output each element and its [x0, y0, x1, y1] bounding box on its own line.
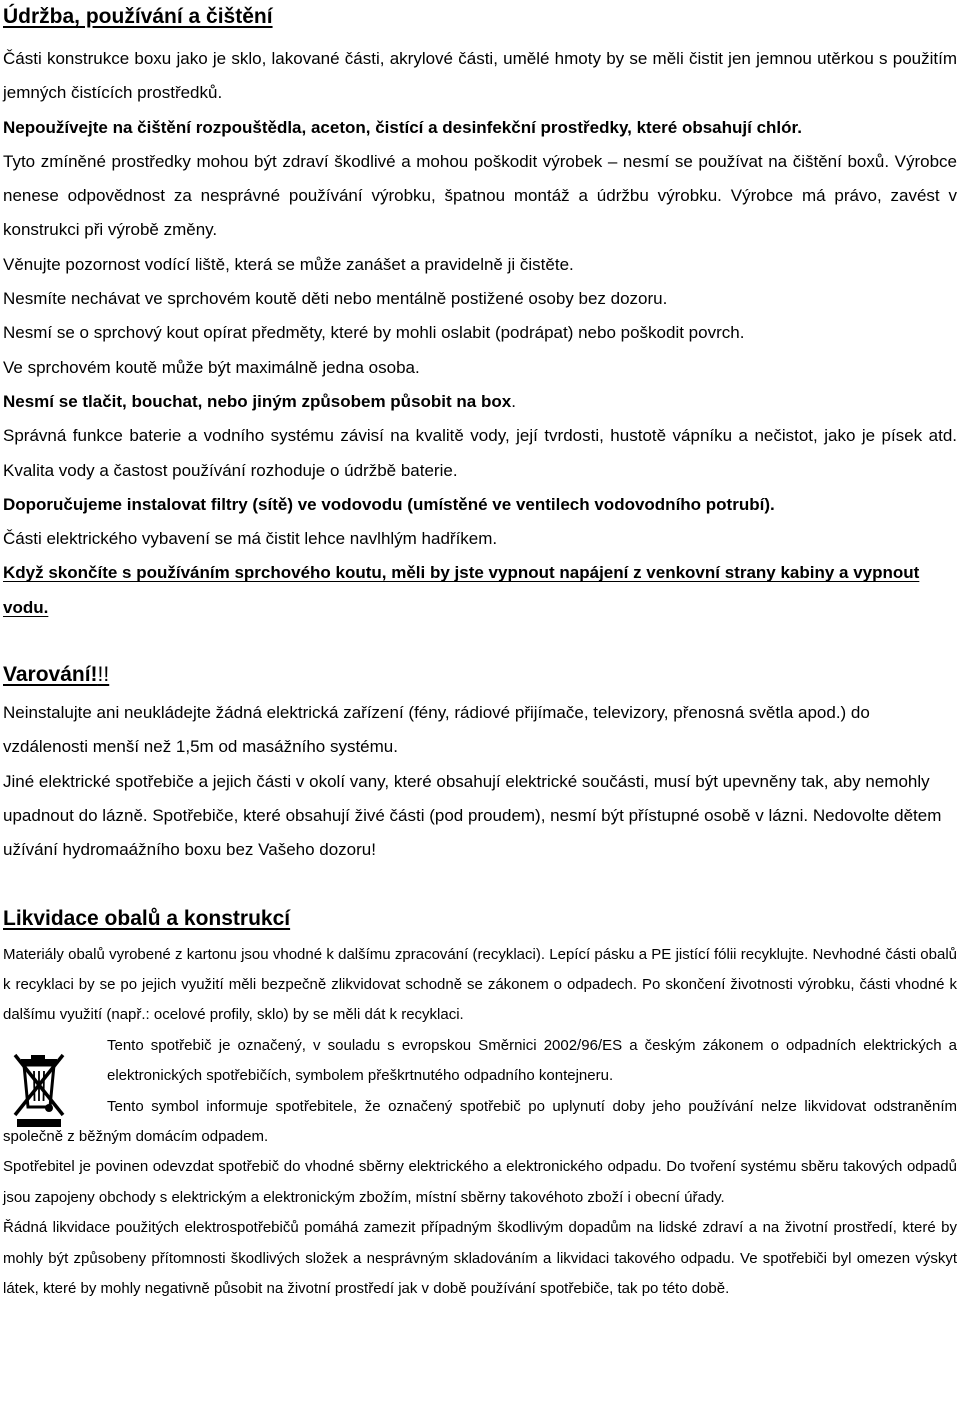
paragraph-power-off-warning: Když skončíte s používáním sprchového koutu, měli by jste vypnout napájení z venkovní strany kabiny a vypnout vodu. [3, 563, 920, 617]
paragraph-consumer-obligation: Spotřebitel je povinen odevzdat spotřebič do vhodné sběrny elektrického a elektronického odpadu. Do tvoření systému sběru takových odpadů jsou zapojeny obchody s elektrickým a elektronickým zbožím, místní sběrny takovéhoto zboží i obecní úřady. [3, 1158, 957, 1206]
paragraph-weee-directive: Tento spotřebič je označený, v souladu s evropskou Směrnici 2002/96/ES a českým zákonem o odpadních elektrických a elektronických spotřebičích, symbolem přeškrtnutého odpadního kontejneru. [107, 1036, 957, 1085]
paragraph-weee-symbol-info: Tento symbol informuje spotřebitele, že označený spotřebič po uplynutí doby jeho používání nelze likvidovat odstraněním společně z běžným domácím odpadem. [3, 1097, 957, 1145]
paragraph-filters-recommendation: Doporučujeme instalovat filtry (sítě) ve vodovodu (umístěné ve ventilech vodovodního potrubí). [3, 494, 775, 514]
paragraph-cleaning-parts: Části konstrukce boxu jako je sklo, lakované části, akrylové části, umělé hmoty by se měli čistit jen jemnou utěrkou s použitím jemných čistících prostředků. [3, 49, 957, 103]
heading-disposal: Likvidace obalů a konstrukcí [3, 906, 291, 930]
paragraph-packaging-recycling: Materiály obalů vyrobené z kartonu jsou vhodné k dalšímu zpracování (recyklaci). Lepící pásku a PE jistící fólii recyklujte. Nevhodné části obalů k recyklaci by se po jejich využití měli bezpečně zlikvidovat schodně se zákonem o odpadech. Po skončení životnosti výrobku, části vhodné k dalšímu využití (např.: ocelové profily, sklo) by se měli dát k recyklaci. [3, 945, 957, 1024]
paragraph-water-quality: Správná funkce baterie a vodního systému závisí na kvalitě vody, její tvrdosti, hustotě vápníku a nečistot, jako je písek atd. Kvalita vody a častost používání rozhoduje o údržbě baterie. [3, 426, 957, 480]
warning-title: Varování! [3, 663, 98, 687]
no-pushing-period: . [511, 391, 516, 411]
no-pushing-bold: Nesmí se tlačit, bouchat, nebo jiným způsobem působit na box [3, 391, 512, 411]
paragraph-guide-rail: Věnujte pozornost vodící liště, která se může zanášet a pravidelně ji čistěte. [3, 254, 574, 274]
paragraph-proper-disposal: Řádná likvidace použitých elektrospotřebičů pomáhá zamezit případným škodlivým dopadům na lidské zdraví a na životní prostředí, které by mohly být způsobeny přítomnosti škodlivých složek a nesprávným skladováním a likvidaci takového odpadu. Ve spotřebiči byl omezen výskyt látek, které by mohly negativně působit na životní prostředí jak v době používání spotřebiče, tak po této době. [3, 1219, 957, 1297]
paragraph-no-solvents: Nepoužívejte na čištění rozpouštědla, aceton, čistící a desinfekční prostředky, které obsahují chlór. [3, 117, 802, 137]
warning-exclamations: !! [97, 663, 110, 687]
paragraph-no-pushing [3, 385, 957, 419]
paragraph-no-electrical-devices: Neinstalujte ani neukládejte žádná elektrická zařízení (fény, rádiové přijímače, televizory, přenosná světla apod.) do vzdálenosti menší než 1,5m od masážního systému. [3, 703, 870, 757]
paragraph-one-person: Ve sprchovém koutě může být maximálně jedna osoba. [3, 357, 420, 377]
paragraph-no-leaning-objects: Nesmí se o sprchový kout opírat předměty, které by mohli oslabit (podrápat) nebo poškodit povrch. [3, 323, 745, 343]
paragraph-harmful-products: Tyto zmíněné prostředky mohou být zdraví škodlivé a mohou poškodit výrobek – nesmí se používat na čištění boxů. Výrobce nenese odpovědnost za nesprávné používání výrobku, špatnou montáž a údržbu výrobku. Výrobce má právo, zavést v konstrukci při výrobě změny. [3, 151, 957, 240]
paragraph-electrical-appliances: Jiné elektrické spotřebiče a jejich části v okolí vany, které obsahují elektrické součásti, musí být upevněny tak, aby nemohly upadnout do lázně. Spotřebiče, které obsahují živé části (pod proudem), nesmí být přístupné osobě v lázni. Nedovolte dětem užívání hydromaážního boxu bez Vašeho dozoru! [3, 771, 942, 860]
heading-maintenance: Údržba, používání a čištění [3, 5, 273, 28]
paragraph-children-supervision: Nesmíte nechávat ve sprchovém koutě děti nebo mentálně postižené osoby bez dozoru. [3, 289, 668, 309]
paragraph-electrical-cleaning: Části elektrického vybavení se má čistit lehce navlhlým hadříkem. [3, 529, 498, 549]
crossed-out-wheelie-bin-icon [9, 1049, 69, 1129]
weee-block [3, 1031, 957, 1153]
heading-warning [3, 662, 957, 688]
